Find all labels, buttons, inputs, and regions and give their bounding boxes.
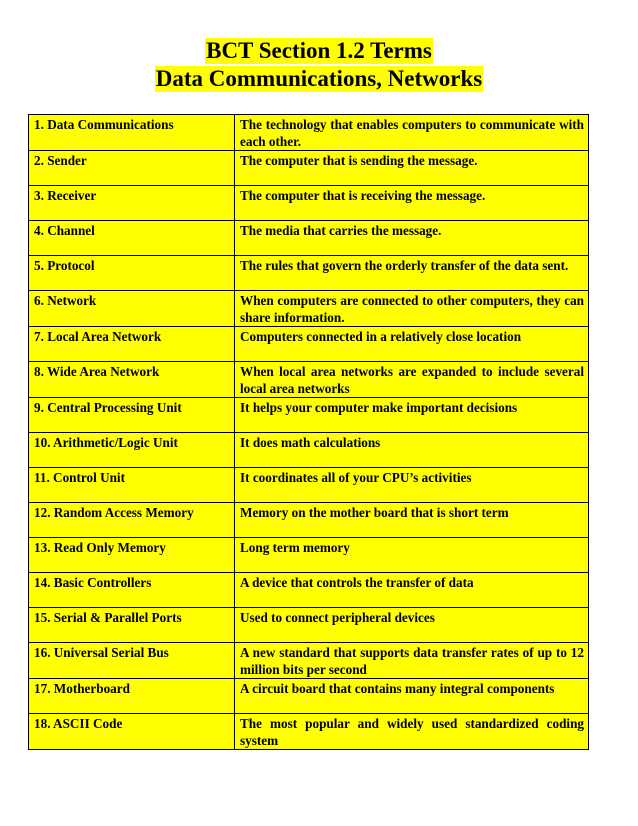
term-row bbox=[29, 115, 589, 151]
term-row bbox=[29, 608, 589, 643]
term-name: 11. Control Unit bbox=[29, 468, 235, 503]
term-definition: When computers are connected to other computers, they can share information. bbox=[235, 291, 589, 327]
term-name: 7. Local Area Network bbox=[29, 327, 235, 362]
term-name: 10. Arithmetic/Logic Unit bbox=[29, 433, 235, 468]
term-name: 3. Receiver bbox=[29, 186, 235, 221]
term-name: 8. Wide Area Network bbox=[29, 362, 235, 398]
term-row bbox=[29, 573, 589, 608]
term-name: 12. Random Access Memory bbox=[29, 503, 235, 538]
term-definition: The most popular and widely used standardized coding system bbox=[235, 714, 589, 750]
term-name: 15. Serial & Parallel Ports bbox=[29, 608, 235, 643]
term-definition: Memory on the mother board that is short term bbox=[235, 503, 589, 538]
term-row bbox=[29, 256, 589, 291]
term-name: 9. Central Processing Unit bbox=[29, 398, 235, 433]
term-row bbox=[29, 714, 589, 750]
term-row bbox=[29, 398, 589, 433]
term-name: 4. Channel bbox=[29, 221, 235, 256]
term-definition: The computer that is sending the message. bbox=[235, 151, 589, 186]
term-row bbox=[29, 643, 589, 679]
term-row bbox=[29, 362, 589, 398]
term-name: 14. Basic Controllers bbox=[29, 573, 235, 608]
term-definition: Used to connect peripheral devices bbox=[235, 608, 589, 643]
term-name: 1. Data Communications bbox=[29, 115, 235, 151]
term-name: 13. Read Only Memory bbox=[29, 538, 235, 573]
term-definition: Computers connected in a relatively close location bbox=[235, 327, 589, 362]
term-name: 18. ASCII Code bbox=[29, 714, 235, 750]
term-definition: The computer that is receiving the message. bbox=[235, 186, 589, 221]
document-header bbox=[0, 38, 638, 92]
term-definition: It does math calculations bbox=[235, 433, 589, 468]
term-definition: It helps your computer make important decisions bbox=[235, 398, 589, 433]
term-definition: The technology that enables computers to communicate with each other. bbox=[235, 115, 589, 151]
term-name: 6. Network bbox=[29, 291, 235, 327]
term-row bbox=[29, 433, 589, 468]
term-row bbox=[29, 151, 589, 186]
term-row bbox=[29, 327, 589, 362]
term-row bbox=[29, 186, 589, 221]
term-definition: A circuit board that contains many integral components bbox=[235, 679, 589, 714]
term-definition: It coordinates all of your CPU’s activities bbox=[235, 468, 589, 503]
term-row bbox=[29, 679, 589, 714]
term-row bbox=[29, 221, 589, 256]
term-name: 16. Universal Serial Bus bbox=[29, 643, 235, 679]
term-row bbox=[29, 468, 589, 503]
terms-table-body bbox=[29, 115, 589, 750]
terms-table bbox=[28, 114, 589, 750]
term-name: 5. Protocol bbox=[29, 256, 235, 291]
document-title: BCT Section 1.2 Terms bbox=[206, 38, 432, 63]
term-definition: When local area networks are expanded to include several local area networks bbox=[235, 362, 589, 398]
term-definition: The rules that govern the orderly transfer of the data sent. bbox=[235, 256, 589, 291]
term-row bbox=[29, 503, 589, 538]
term-name: 17. Motherboard bbox=[29, 679, 235, 714]
term-name: 2. Sender bbox=[29, 151, 235, 186]
term-definition: Long term memory bbox=[235, 538, 589, 573]
term-definition: The media that carries the message. bbox=[235, 221, 589, 256]
term-row bbox=[29, 538, 589, 573]
term-definition: A new standard that supports data transfer rates of up to 12 million bits per second bbox=[235, 643, 589, 679]
document-subtitle: Data Communications, Networks bbox=[155, 66, 483, 91]
term-definition: A device that controls the transfer of data bbox=[235, 573, 589, 608]
term-row bbox=[29, 291, 589, 327]
